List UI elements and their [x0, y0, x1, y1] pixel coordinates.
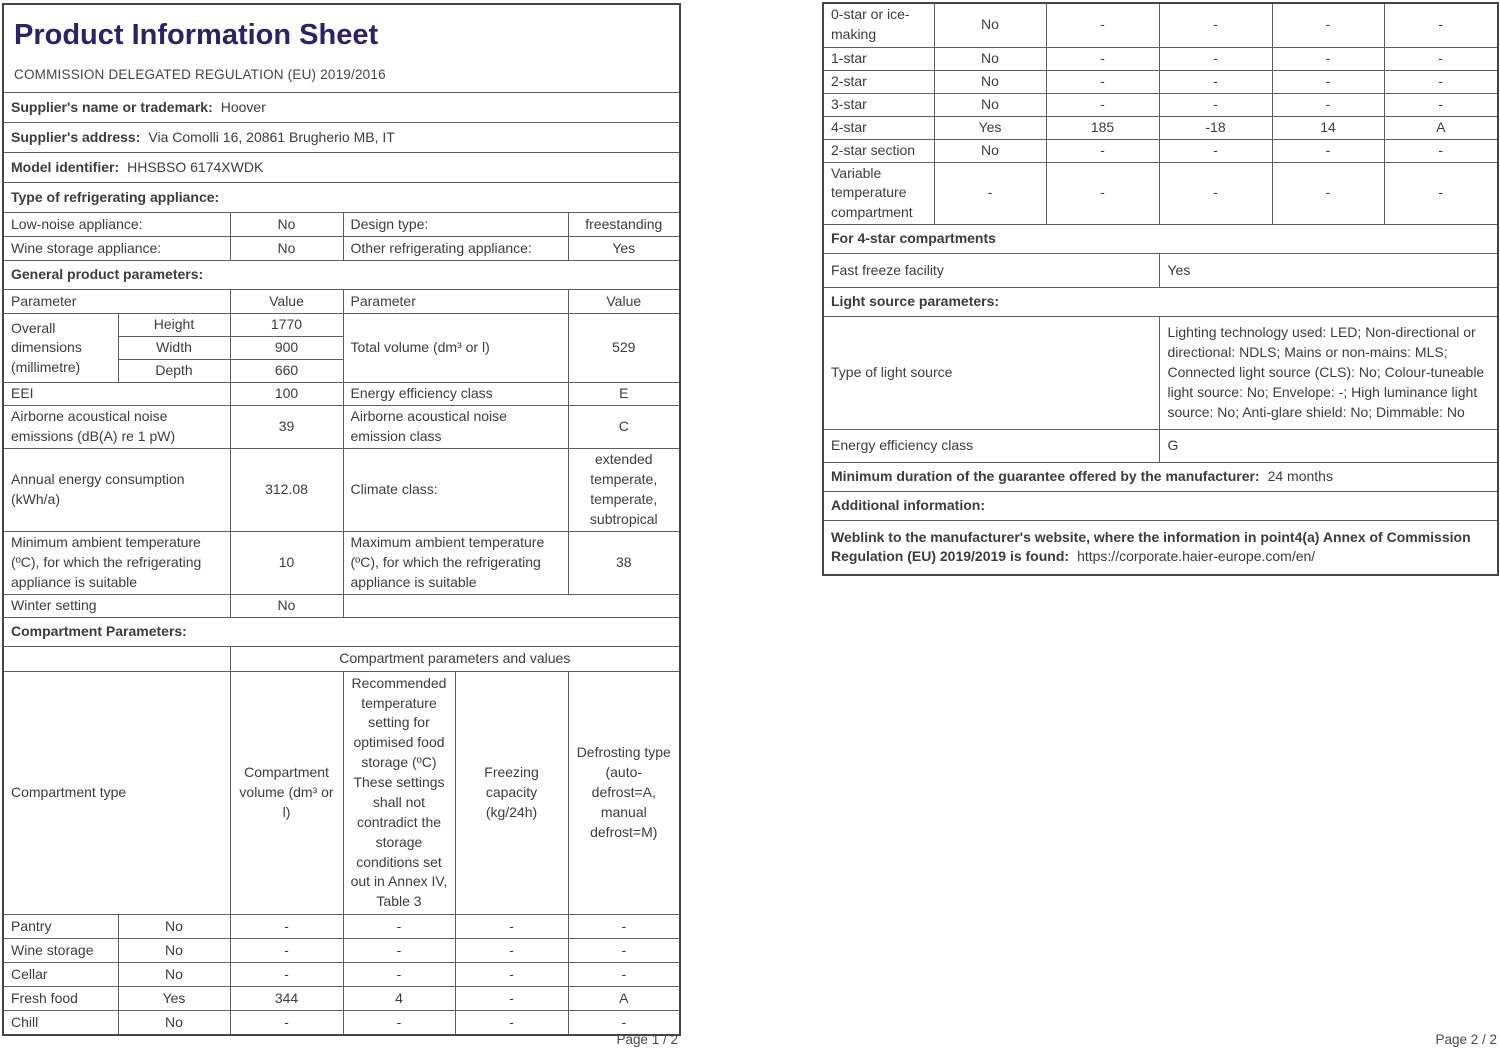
present-cell: No: [118, 963, 230, 987]
param-value-cell: 100: [230, 383, 343, 406]
defrost-cell: -: [1384, 139, 1498, 162]
table-row-pantry: [3, 915, 680, 939]
supplier-name-cell: [3, 93, 680, 123]
defrost-cell: -: [568, 915, 680, 939]
compartment-params-header: Compartment Parameters:: [3, 617, 680, 646]
table-row-2-star-section: [823, 139, 1498, 162]
supplier-address-row: [3, 123, 680, 153]
param-label-cell: Maximum ambient temperature (ºC), for which the refrigerating appliance is suitable: [343, 531, 568, 594]
supplier-name-row: [3, 93, 680, 123]
light-source-header-row: [823, 288, 1498, 317]
volume-cell: 344: [230, 987, 343, 1011]
volume-cell: -: [1046, 47, 1159, 70]
param-label-cell: Fast freeze facility: [823, 254, 1159, 288]
dimension-name-cell: Width: [118, 337, 230, 360]
param-label-cell: Energy efficiency class: [343, 383, 568, 406]
freeze-cell: -: [1272, 162, 1384, 225]
table-row-0-star: [823, 3, 1498, 47]
table-row-3-star: [823, 93, 1498, 116]
compartment-type-cell: Wine storage: [3, 939, 118, 963]
temp-cell: -: [1159, 162, 1272, 225]
compartment-type-cell: 1-star: [823, 47, 934, 70]
product-info-table-page2: [822, 2, 1499, 576]
param-value-cell: freestanding: [568, 213, 680, 237]
volume-cell: -: [1046, 3, 1159, 47]
supplier-name-label: Supplier's name or trademark:: [11, 98, 213, 115]
present-cell: No: [934, 70, 1046, 93]
present-cell: No: [934, 47, 1046, 70]
defrost-cell: -: [1384, 93, 1498, 116]
compartment-type-cell: Fresh food: [3, 987, 118, 1011]
dimension-name-cell: Depth: [118, 360, 230, 383]
table-row-variable-temperature: [823, 162, 1498, 225]
freeze-cell: -: [1272, 139, 1384, 162]
volume-cell: -: [1046, 162, 1159, 225]
compartment-type-cell: 2-star: [823, 70, 934, 93]
volume-cell: -: [230, 939, 343, 963]
compartment-type-cell: Pantry: [3, 915, 118, 939]
compartment-type-cell: Variable temperature compartment: [823, 162, 934, 225]
param-value-cell: C: [568, 406, 680, 449]
present-cell: -: [934, 162, 1046, 225]
table-row-fast-freeze: [823, 254, 1498, 288]
table-row-1-star: [823, 47, 1498, 70]
total-volume-value-cell: 529: [568, 314, 680, 383]
present-cell: No: [118, 939, 230, 963]
volume-cell: -: [230, 915, 343, 939]
guarantee-cell: [823, 463, 1498, 492]
table-row-wine-storage: [3, 939, 680, 963]
volume-cell: -: [1046, 139, 1159, 162]
freeze-cell: -: [455, 1011, 568, 1035]
light-source-header: Light source parameters:: [823, 288, 1498, 317]
param-value-cell: No: [230, 237, 343, 261]
freeze-cell: -: [455, 939, 568, 963]
param-label-cell: Type of light source: [823, 317, 1159, 430]
present-cell: No: [934, 93, 1046, 116]
defrost-cell: -: [1384, 70, 1498, 93]
column-header-temperature: Recommended temperature setting for optimised food storage (ºC) These settings shall not contradict the storage conditions set out in Annex IV, Table 3: [343, 671, 455, 915]
column-header-volume: Compartment volume (dm³ or l): [230, 671, 343, 915]
volume-cell: -: [1046, 70, 1159, 93]
param-label-cell: EEI: [3, 383, 230, 406]
defrost-cell: -: [568, 939, 680, 963]
param-value-cell: No: [230, 594, 343, 617]
table-row-light-energy-class: [823, 430, 1498, 463]
guarantee-row: [823, 463, 1498, 492]
table-row-ambient-temperature: [3, 531, 680, 594]
dimension-value-cell: 900: [230, 337, 343, 360]
title-block: [3, 4, 680, 93]
param-label-cell: Other refrigerating appliance:: [343, 237, 568, 261]
column-header-value: Value: [568, 290, 680, 314]
param-value-cell: 312.08: [230, 449, 343, 532]
present-cell: Yes: [118, 987, 230, 1011]
dimensions-label-cell: Overall dimensions (millimetre): [3, 314, 118, 383]
empty-cell: [3, 646, 230, 671]
param-label-cell: Design type:: [343, 213, 568, 237]
defrost-cell: -: [1384, 162, 1498, 225]
param-value-cell: 38: [568, 531, 680, 594]
page-1: [2, 3, 679, 1036]
compartment-type-cell: 4-star: [823, 116, 934, 139]
additional-info-header-row: [823, 492, 1498, 521]
freeze-cell: -: [455, 915, 568, 939]
column-header-compartment-type: Compartment type: [3, 671, 230, 915]
table-row-low-noise: [3, 213, 680, 237]
table-row-2-star: [823, 70, 1498, 93]
table-row-wine-storage-appliance: [3, 237, 680, 261]
four-star-header-row: [823, 225, 1498, 254]
param-label-cell: Airborne acoustical noise emission class: [343, 406, 568, 449]
supplier-address-cell: [3, 123, 680, 153]
compartment-type-cell: 0-star or ice-making: [823, 3, 934, 47]
dimension-value-cell: 1770: [230, 314, 343, 337]
four-star-header: For 4-star compartments: [823, 225, 1498, 254]
param-label-cell: Energy efficiency class: [823, 430, 1159, 463]
present-cell: Yes: [934, 116, 1046, 139]
guarantee-value: 24 months: [1267, 468, 1333, 485]
temp-cell: -: [1159, 70, 1272, 93]
dimension-value-cell: 660: [230, 360, 343, 383]
compartment-type-cell: Cellar: [3, 963, 118, 987]
param-label-cell: Annual energy consumption (kWh/a): [3, 449, 230, 532]
page-title: Product Information Sheet: [14, 19, 379, 51]
temp-cell: -18: [1159, 116, 1272, 139]
table-row-dimensions-height: [3, 314, 680, 337]
page-2: [822, 2, 1497, 576]
appliance-type-header: Type of refrigerating appliance:: [3, 183, 680, 213]
param-value-cell: Yes: [1159, 254, 1498, 288]
product-info-table-page1: [2, 3, 681, 1036]
param-value-cell: extended temperate, temperate, subtropical: [568, 449, 680, 532]
table-row-fresh-food: [3, 987, 680, 1011]
param-value-cell: E: [568, 383, 680, 406]
title-row: [3, 4, 680, 93]
table-row-winter-setting: [3, 594, 680, 617]
table-row-eei: [3, 383, 680, 406]
empty-cell: [343, 594, 680, 617]
param-value-cell: 10: [230, 531, 343, 594]
manufacturer-weblink[interactable]: https://corporate.haier-europe.com/en/: [1077, 548, 1316, 565]
present-cell: No: [934, 3, 1046, 47]
defrost-cell: -: [568, 1011, 680, 1035]
model-identifier-row: [3, 153, 680, 183]
model-identifier-label: Model identifier:: [11, 158, 120, 175]
present-cell: No: [118, 915, 230, 939]
total-volume-label-cell: Total volume (dm³ or l): [343, 314, 568, 383]
table-row-annual-energy: [3, 449, 680, 532]
freeze-cell: -: [455, 987, 568, 1011]
compartment-type-cell: 3-star: [823, 93, 934, 116]
appliance-type-header-row: [3, 183, 680, 213]
compartment-type-cell: 2-star section: [823, 139, 934, 162]
weblink-cell: [823, 521, 1498, 575]
param-value-cell: 39: [230, 406, 343, 449]
param-label-cell: Wine storage appliance:: [3, 237, 230, 261]
temp-cell: -: [343, 939, 455, 963]
column-header-parameter: Parameter: [3, 290, 230, 314]
table-row-cellar: [3, 963, 680, 987]
additional-info-header: Additional information:: [823, 492, 1498, 521]
temp-cell: -: [343, 963, 455, 987]
table-row-noise: [3, 406, 680, 449]
compartment-type-cell: Chill: [3, 1011, 118, 1035]
present-cell: No: [118, 1011, 230, 1035]
param-value-header-row: [3, 290, 680, 314]
model-identifier-value: HHSBSO 6174XWDK: [127, 158, 264, 175]
defrost-cell: -: [568, 963, 680, 987]
param-label-cell: Low-noise appliance:: [3, 213, 230, 237]
weblink-row: [823, 521, 1498, 575]
freeze-cell: -: [1272, 93, 1384, 116]
volume-cell: 185: [1046, 116, 1159, 139]
defrost-cell: A: [1384, 116, 1498, 139]
defrost-cell: -: [1384, 47, 1498, 70]
temp-cell: 4: [343, 987, 455, 1011]
page-number-2: Page 2 / 2: [1435, 1032, 1497, 1047]
compartment-span-header: Compartment parameters and values: [230, 646, 680, 671]
param-label-cell: Airborne acoustical noise emissions (dB(A) re 1 pW): [3, 406, 230, 449]
volume-cell: -: [230, 963, 343, 987]
compartment-columns-header-row: [3, 671, 680, 915]
volume-cell: -: [1046, 93, 1159, 116]
freeze-cell: -: [455, 963, 568, 987]
compartment-span-header-row: [3, 646, 680, 671]
general-params-header: General product parameters:: [3, 261, 680, 290]
general-params-header-row: [3, 261, 680, 290]
supplier-address-value: Via Comolli 16, 20861 Brugherio MB, IT: [148, 128, 395, 145]
freeze-cell: -: [1272, 3, 1384, 47]
volume-cell: -: [230, 1011, 343, 1035]
temp-cell: -: [343, 915, 455, 939]
supplier-name-value: Hoover: [220, 98, 266, 115]
defrost-cell: -: [1384, 3, 1498, 47]
freeze-cell: -: [1272, 70, 1384, 93]
param-label-cell: Winter setting: [3, 594, 230, 617]
param-value-cell: No: [230, 213, 343, 237]
param-value-cell: Yes: [568, 237, 680, 261]
column-header-value: Value: [230, 290, 343, 314]
present-cell: No: [934, 139, 1046, 162]
guarantee-label: Minimum duration of the guarantee offered by the manufacturer:: [831, 468, 1260, 485]
column-header-defrosting: Defrosting type (auto-defrost=A, manual defrost=M): [568, 671, 680, 915]
defrost-cell: A: [568, 987, 680, 1011]
compartment-params-header-row: [3, 617, 680, 646]
table-row-4-star: [823, 116, 1498, 139]
freeze-cell: -: [1272, 47, 1384, 70]
temp-cell: -: [1159, 93, 1272, 116]
param-value-cell: Lighting technology used: LED; Non-directional or directional: NDLS; Mains or non-mains: MLS; Connected light source (CLS): No; Colour-tuneable light source: No; Envelope: -; High luminance light source: No; Anti-glare shield: No; Dimmable: No: [1159, 317, 1498, 430]
temp-cell: -: [1159, 47, 1272, 70]
page-number-1: Page 1 / 2: [616, 1032, 678, 1047]
table-row-light-source-type: [823, 317, 1498, 430]
temp-cell: -: [343, 1011, 455, 1035]
param-label-cell: Minimum ambient temperature (ºC), for which the refrigerating appliance is suitable: [3, 531, 230, 594]
weblink-label: Weblink to the manufacturer's website, where the information in point4(a) Annex of Commission Regulation (EU) 2019/2019 is found:: [831, 528, 1471, 565]
regulation-subtitle: COMMISSION DELEGATED REGULATION (EU) 2019/2016: [14, 67, 386, 83]
supplier-address-label: Supplier's address:: [11, 128, 141, 145]
param-label-cell: Climate class:: [343, 449, 568, 532]
temp-cell: -: [1159, 3, 1272, 47]
column-header-parameter: Parameter: [343, 290, 568, 314]
model-identifier-cell: [3, 153, 680, 183]
temp-cell: -: [1159, 139, 1272, 162]
dimension-name-cell: Height: [118, 314, 230, 337]
param-value-cell: G: [1159, 430, 1498, 463]
freeze-cell: 14: [1272, 116, 1384, 139]
column-header-freezing: Freezing capacity (kg/24h): [455, 671, 568, 915]
